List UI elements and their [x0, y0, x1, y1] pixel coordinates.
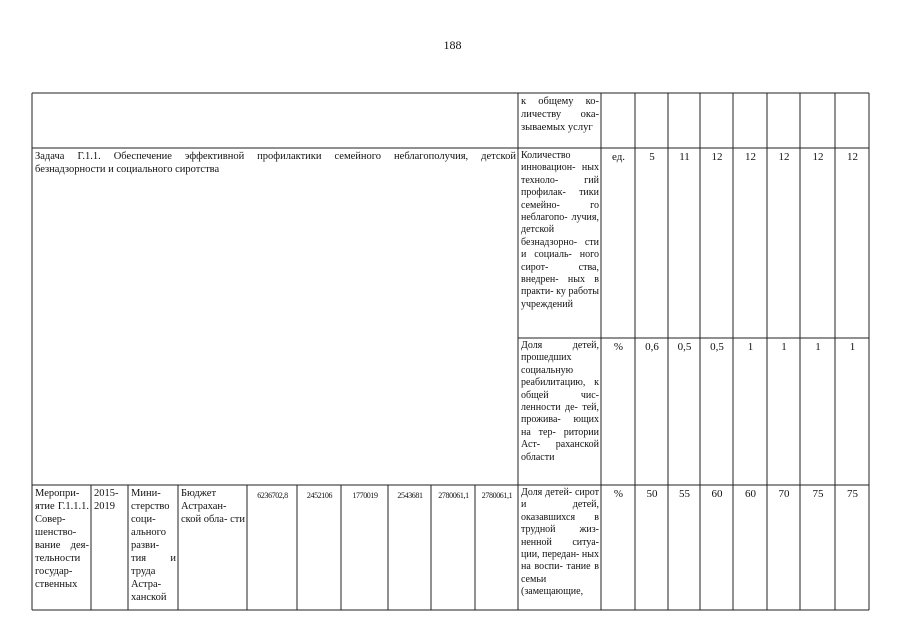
task-value-1-4: 12 — [778, 151, 790, 163]
measure-period-cell: 2015- 2019 — [94, 488, 119, 512]
measure-source-cell: Бюджет Астрахан- ской обла- сти — [181, 488, 245, 525]
measure-value-5: 75 — [812, 488, 824, 500]
task-unit-1-cell: ед. — [611, 151, 626, 163]
measure-amount-5: 2780061,1 — [481, 491, 513, 500]
task-value-2-6: 1 — [849, 341, 856, 353]
measure-unit-cell: % — [613, 488, 624, 500]
measure-value-1: 55 — [679, 488, 690, 500]
page-number: 188 — [443, 38, 462, 52]
measure-amount-2: 1770019 — [352, 491, 378, 500]
task-value-2-1: 0,5 — [677, 341, 692, 353]
task-value-2-5: 1 — [815, 341, 821, 353]
task-indicator-2-cell: Доля детей, прошедших социальную реабилитацию, к общей чис- ленности де- тей, прожива- ющих на тер- ритории Аст- раханской области — [521, 340, 599, 463]
measure-executor-cell: Мини- стерство соци- ального разви- тия и труда Астра- ханской — [131, 488, 176, 603]
measure-name-cell: Меропри- ятие Г.1.1.1. Совер- шенство- вание дея- тельности государ- ственных — [35, 488, 89, 590]
measure-indicator-cell: Доля детей- сирот и детей, оказавшихся в трудной жиз- ненной ситуа- ции, передан- ных на воспи- тание в семьи (замещающие, — [521, 487, 599, 598]
task-value-2-3: 1 — [747, 341, 754, 353]
task-value-1-2: 12 — [711, 151, 723, 163]
measure-value-4: 70 — [778, 488, 790, 500]
task-value-1-0: 5 — [649, 151, 655, 163]
measure-value-6: 75 — [847, 488, 858, 500]
measure-value-2: 60 — [711, 488, 723, 500]
prev-indicator-cell: к общему ко- личеству ока- зываемых услуг — [521, 96, 599, 133]
task-value-1-1: 11 — [679, 151, 690, 163]
measure-value-3: 60 — [745, 488, 756, 500]
task-value-2-2: 0,5 — [710, 341, 724, 353]
task-value-2-4: 1 — [781, 341, 787, 353]
task-value-2-0: 0,6 — [645, 341, 659, 353]
task-value-1-3: 12 — [745, 151, 756, 163]
measure-amount-3: 2543681 — [397, 491, 423, 500]
task-indicator-1-cell: Количество инновацион- ных техноло- гий профилак- тики семейно- го неблагопо- лучия, детской безнадзорно- сти и социаль- ного сирот- ства, внедрен- ных в практи- ку работы учреждений — [521, 150, 599, 310]
task-text-cell: Задача Г.1.1. Обеспечение эффективной профилактики семейного неблагополучия, детской безнадзорности и социального сиротства — [35, 151, 516, 175]
task-value-1-6: 12 — [847, 151, 858, 163]
measure-amount-1: 2452106 — [306, 491, 333, 500]
measure-value-0: 50 — [646, 488, 658, 500]
measure-amount-0: 6236702,8 — [257, 491, 288, 500]
task-unit-2-cell: % — [613, 341, 624, 353]
measure-amount-4: 2780061,1 — [438, 491, 469, 500]
task-value-1-5: 12 — [812, 151, 824, 163]
